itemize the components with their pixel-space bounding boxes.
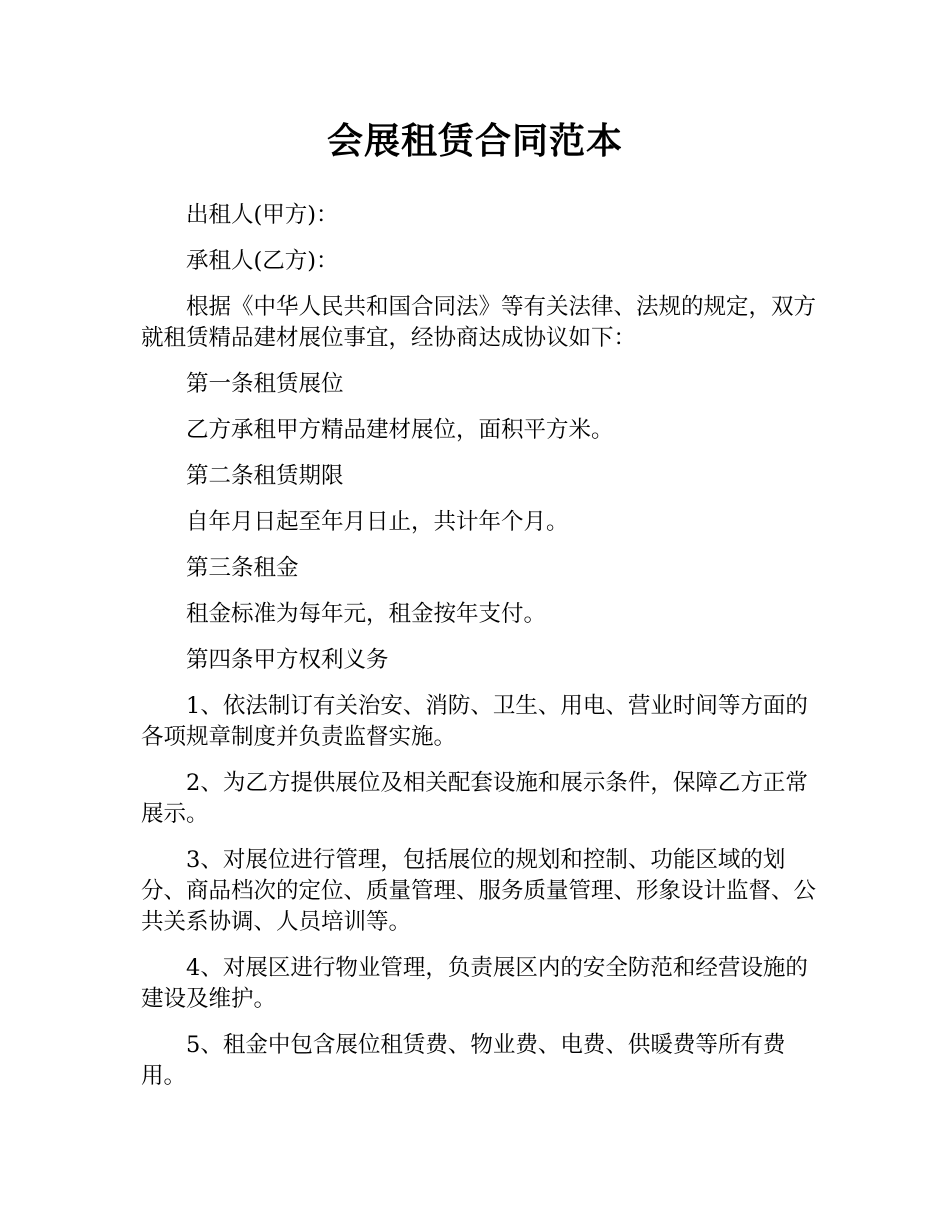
article-2-heading: 第二条租赁期限 <box>186 463 344 489</box>
article-4-heading: 第四条甲方权利义务 <box>186 647 389 673</box>
article-4-item-4: 4、对展区进行物业管理，负责展区内的安全防范和经营设施的建设及维护。 <box>141 955 808 1012</box>
article-4-item-5: 5、租金中包含展位租赁费、物业费、电费、供暖费等所有费用。 <box>141 1032 786 1089</box>
article-2-text: 自年月日起至年月日止，共计年个月。 <box>186 509 569 535</box>
article-4-item-2: 2、为乙方提供展位及相关配套设施和展示条件，保障乙方正常展示。 <box>141 770 808 827</box>
article-1-heading: 第一条租赁展位 <box>186 371 344 397</box>
preamble-paragraph: 根据《中华人民共和国合同法》等有关法律、法规的规定，双方就租赁精品建材展位事宜，经协商达成协议如下： <box>141 294 817 351</box>
party-b-line: 承租人(乙方)： <box>186 248 339 274</box>
document-body <box>141 200 821 1107</box>
article-3-text: 租金标准为每年元，租金按年支付。 <box>186 601 547 627</box>
party-a-line: 出租人(甲方)： <box>186 202 339 228</box>
article-4-item-1: 1、依法制订有关治安、消防、卫生、用电、营业时间等方面的各项规章制度并负责监督实施。 <box>141 693 808 750</box>
article-4-item-3: 3、对展位进行管理，包括展位的规划和控制、功能区域的划分、商品档次的定位、质量管理、服务质量管理、形象设计监督、公共关系协调、人员培训等。 <box>141 847 817 935</box>
article-3-heading: 第三条租金 <box>186 555 299 581</box>
document-title: 会展租赁合同范本 <box>326 121 623 162</box>
article-1-text: 乙方承租甲方精品建材展位，面积平方米。 <box>186 417 614 443</box>
